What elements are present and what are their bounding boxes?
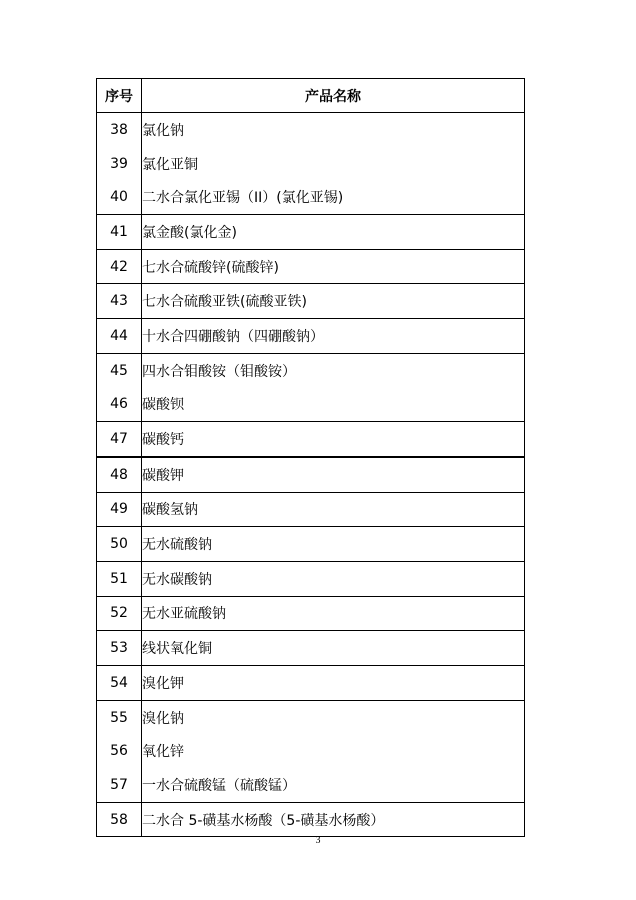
table-row [97,147,525,181]
row-number: 53 [97,631,142,666]
table-row [97,527,525,562]
row-number: 42 [97,249,142,284]
row-product-name: 氧化锌 [142,734,525,768]
row-product-name: 四水合钼酸铵（钼酸铵） [142,353,525,387]
table-row [97,113,525,147]
row-number: 57 [97,768,142,802]
product-table [96,78,525,837]
row-product-name: 碳酸钡 [142,388,525,422]
header-product-name: 产品名称 [142,79,525,113]
row-product-name: 二水合 5-磺基水杨酸（5-磺基水杨酸） [142,802,525,837]
table-row [97,666,525,701]
row-product-name: 无水碳酸钠 [142,561,525,596]
row-number: 47 [97,422,142,457]
table-row [97,319,525,354]
table-row [97,353,525,387]
row-number: 43 [97,284,142,319]
row-number: 56 [97,734,142,768]
table-row [97,768,525,802]
table-row [97,180,525,214]
row-number: 40 [97,180,142,214]
row-product-name: 氯金酸(氯化金) [142,215,525,250]
row-product-name: 碳酸钾 [142,457,525,492]
row-number: 51 [97,561,142,596]
row-number: 48 [97,457,142,492]
row-number: 50 [97,527,142,562]
page-number: 3 [315,835,321,846]
row-number: 55 [97,700,142,734]
row-product-name: 无水硫酸钠 [142,527,525,562]
row-product-name: 无水亚硫酸钠 [142,596,525,631]
table-row [97,457,525,492]
row-product-name: 溴化钠 [142,700,525,734]
row-number: 44 [97,319,142,354]
table-row [97,561,525,596]
header-serial-number: 序号 [97,79,142,113]
table-row [97,422,525,457]
row-number: 38 [97,113,142,147]
table-row [97,734,525,768]
table-row [97,249,525,284]
row-number: 52 [97,596,142,631]
table-row [97,215,525,250]
table-row [97,284,525,319]
row-number: 46 [97,388,142,422]
row-number: 54 [97,666,142,701]
table-header-row [97,79,525,113]
row-product-name: 碳酸氢钠 [142,492,525,527]
table-row [97,596,525,631]
table-row [97,700,525,734]
row-product-name: 十水合四硼酸钠（四硼酸钠） [142,319,525,354]
row-number: 41 [97,215,142,250]
row-product-name: 氯化钠 [142,113,525,147]
table-row [97,492,525,527]
table-row [97,388,525,422]
row-number: 45 [97,353,142,387]
table-row [97,631,525,666]
row-number: 49 [97,492,142,527]
row-number: 39 [97,147,142,181]
row-product-name: 七水合硫酸亚铁(硫酸亚铁) [142,284,525,319]
row-product-name: 碳酸钙 [142,422,525,457]
row-product-name: 氯化亚铜 [142,147,525,181]
row-product-name: 二水合氯化亚锡（II）(氯化亚锡) [142,180,525,214]
row-number: 58 [97,802,142,837]
row-product-name: 线状氧化铜 [142,631,525,666]
table-row [97,802,525,837]
row-product-name: 一水合硫酸锰（硫酸锰） [142,768,525,802]
row-product-name: 七水合硫酸锌(硫酸锌) [142,249,525,284]
row-product-name: 溴化钾 [142,666,525,701]
